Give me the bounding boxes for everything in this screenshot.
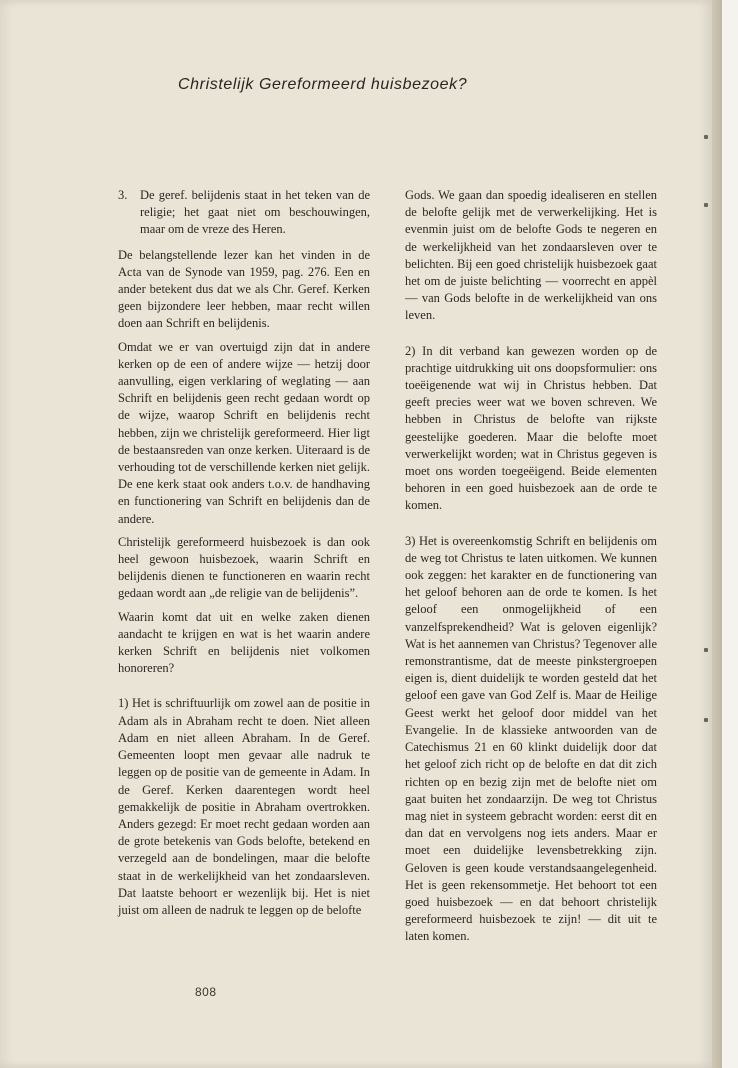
paragraph: Waarin komt dat uit en welke zaken dienen aandacht te krijgen en wat is het waarin andere kerken Schrift en belijdenis niet volkomen honoreren? — [118, 609, 370, 676]
paragraph: De belangstellende lezer kan het vinden in de Acta van de Synode van 1959, pag. 276. Een en ander betekent dus dat we als Chr. Geref. Kerken geen bijzondere leer hebben, maar recht willen doen aan Schrift en belijdenis. — [118, 247, 370, 331]
margin-speck — [704, 135, 708, 139]
paragraph: Christelijk gereformeerd huisbezoek is dan ook heel gewoon huisbezoek, waarin Schrift en belijdenis dienen te functioneren en waarin recht gedaan wordt aan „de religie van de belijdenis”. — [118, 534, 370, 601]
paragraph: 2) In dit verband kan gewezen worden op de prachtige uitdrukking uit ons doopsformulier: ons toeëigenende wat wij in Christus hebben. Dat geeft precies weer wat we boven schreven. We hebben in Christus de belofte van rijkste geestelijke goederen. Maar die belofte moet verwerkelijkt worden; wat in Christus gegeven is moet ons worden toegeëigend. Beide elementen behoren in een goed huisbezoek aan de orde te komen. — [405, 343, 657, 513]
margin-speck — [704, 718, 708, 722]
page-number: 808 — [195, 985, 217, 999]
right-column — [405, 187, 657, 952]
margin-speck — [704, 648, 708, 652]
item-number: 3. — [118, 188, 128, 202]
paragraph: 3) Het is overeenkomstig Schrift en belijdenis om de weg tot Christus te laten uitkomen. We kunnen ook zeggen: het karakter en de functionering van het geloof behoren aan de orde te komen. Is het geloof een onmogelijkheid of een vanzelfsprekendheid? Wat is geloven eigenlijk? Wat is het aannemen van Christus? Tegenover alle remonstrantisme, dat de meeste pinkstergroepen eigen is, dient duidelijk te worden gesteld dat het geloof een gave van God Zelf is. Maar de Heilige Geest werkt het geloof door middel van het Evangelie. In de klassieke antwoorden van de Catechismus 21 en 60 klinkt duidelijk door dat het geloof zich richt op de belofte en dat dit zich richten op en bezig zijn met de belofte niet om gaat buiten het zondaarzijn. De weg tot Christus mag niet in systeem gebracht worden: eerst dit en dan dat en vervolgens nog iets anders. Maar er moet een duidelijke levensbetrekking zijn. Geloven is geen koude verstandsaangelegenheid. Het is geen rekensommetje. Het behoort tot een goed huisbezoek — en dat behoort christelijk gereformeerd huisbezoek te zijn! — dit uit te laten komen. — [405, 533, 657, 944]
scan-margin — [722, 0, 738, 1068]
running-head: Christelijk Gereformeerd huisbezoek? — [178, 76, 468, 93]
margin-speck — [704, 203, 708, 207]
numbered-item-3 — [118, 187, 370, 239]
paragraph: 1) Het is schriftuurlijk om zowel aan de positie in Adam als in Abraham recht te doen. Niet alleen Adam en niet alleen Abraham. In de Geref. Gemeenten loopt men gevaar alle nadruk te leggen op de positie van de gemeente in Adam. In de Geref. Kerken daarentegen wordt heel gemakkelijk de positie in Abraham overtrokken. Anders gezegd: Er moet recht gedaan worden aan de grote betekenis van Gods belofte, betekend en verzegeld aan de bondelingen, maar die belofte staat in de werkelijkheid van het zondaarsleven. Dat laatste behoort er wezenlijk bij. Het is niet juist om alleen de nadruk te leggen op de belofte — [118, 696, 370, 917]
left-column — [118, 187, 370, 925]
item-text: De geref. belijdenis staat in het teken van de religie; het gaat niet om beschouwingen, maar om de vreze des Heren. — [140, 188, 370, 237]
paragraph: Omdat we er van overtuigd zijn dat in andere kerken op de een of andere wijze — hetzij door aanvulling, eigen verklaring of weglating — aan Schrift en belijdenis geen recht gedaan wordt op de wijze, waarop Schrift en belijdenis recht hebben, zijn we christelijk gereformeerd. Hier ligt de bestaansreden van onze kerken. Uiteraard is de verhouding tot de verschillende kerken niet gelijk. De ene kerk staat ook anders t.o.v. de handhaving en functionering van Schrift en belijdenis dan de andere. — [118, 339, 370, 526]
paragraph: Gods. We gaan dan spoedig idealiseren en stellen de belofte gelijk met de verwerkelijking. Het is evenmin juist om de belofte Gods te negeren en de werkelijkheid van het zondaarsleven over te belichten. Bij een goed christelijk huisbezoek gaat het om de juiste belichting — voorrecht en appèl — van Gods belofte in de werkelijkheid van ons leven. — [405, 188, 657, 323]
